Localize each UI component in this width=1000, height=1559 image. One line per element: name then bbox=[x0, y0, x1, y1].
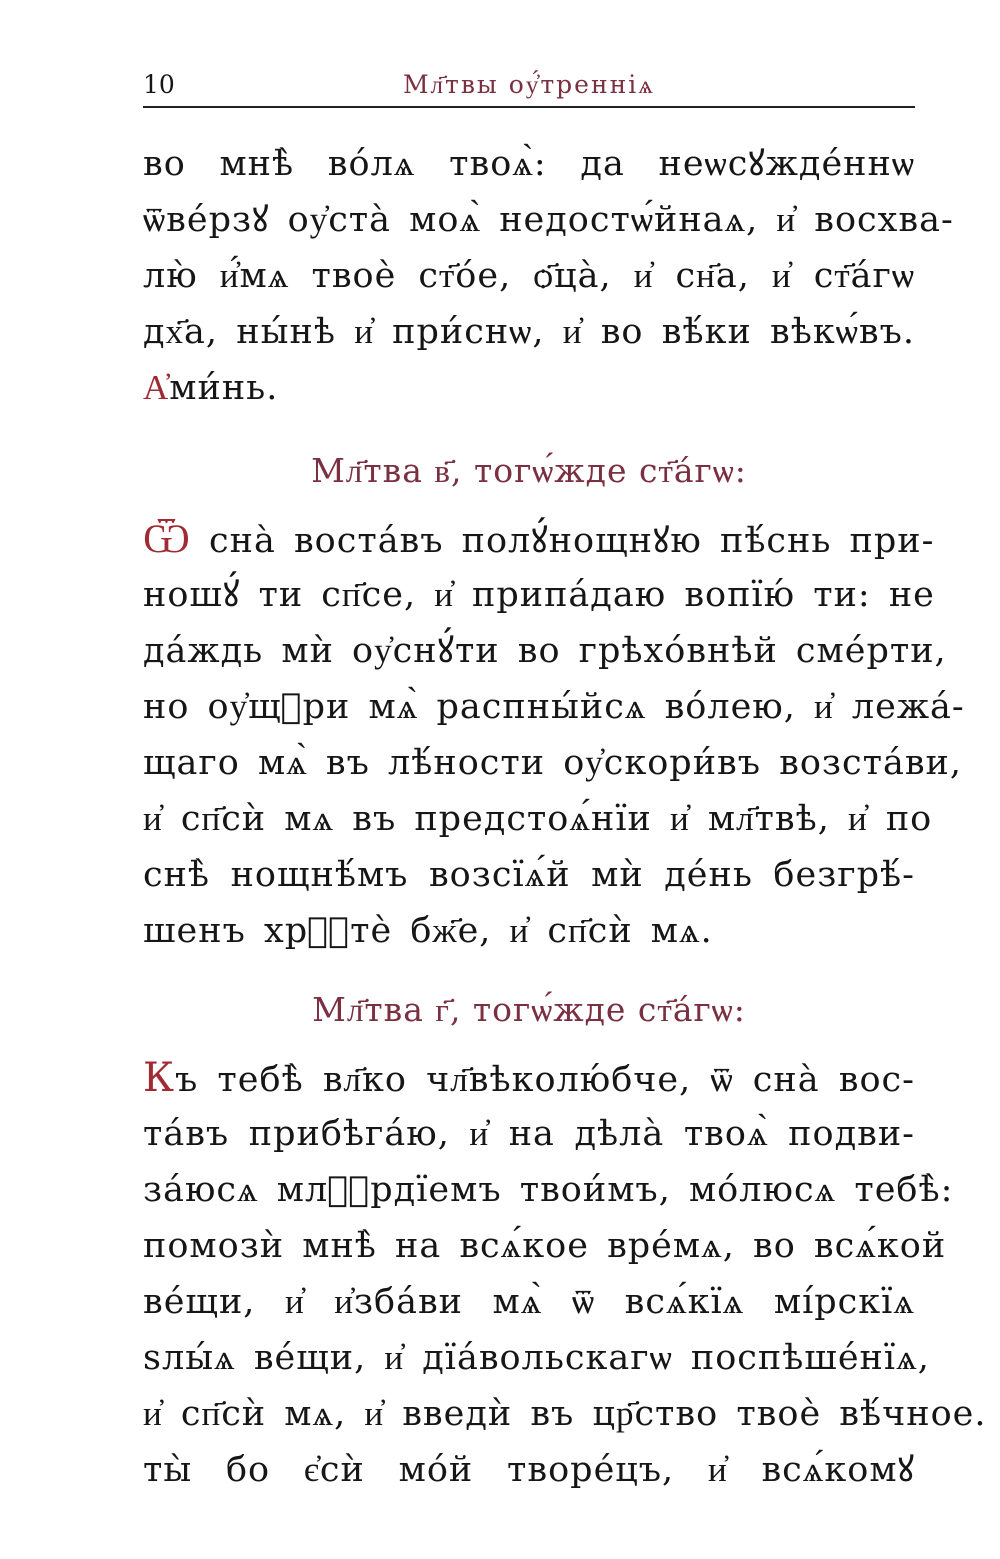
prayer-2-initial: Ѿ bbox=[143, 516, 191, 562]
text-line: лю̀ и҆́мѧ твоѐ ст҃о́е, ѻ҃ца̀, и҆ сн҃а, и҆ ст҃а́гѡ bbox=[143, 256, 915, 296]
amen-initial: А҆ bbox=[143, 368, 170, 408]
prayer-3-first-line: ъ тебѣ̀ вл҃ко чл҃вѣколю́бче, ѿ сна̀ вос- bbox=[174, 1060, 915, 1100]
amen-rest: ми́нь. bbox=[169, 368, 279, 408]
section-heading-prayer-2: Мл҃тва в҃, тогѡ́жде ст҃а́гѡ: bbox=[311, 451, 747, 490]
text-line: шенъ хрⷭ҇тѐ бж҃е, и҆ сп҃сѝ мѧ. bbox=[143, 911, 713, 951]
text-line: ты̀ бо є҆сѝ мо́й творе́цъ, и҆ всѧ́комꙋ bbox=[143, 1450, 915, 1490]
text-line: ѕлы́ѧ ве́щи, и҆ дїа́вольскагѡ поспѣше́нїѧ, bbox=[143, 1338, 930, 1378]
prayer-2-first-line: сна̀ воста́въ полꙋ́нощнꙋю пѣ́снь при- bbox=[190, 521, 935, 561]
text-line: дх҃а, ны́нѣ и҆ при́снѡ, и҆ во вѣ́ки вѣкѡ́въ. bbox=[143, 312, 915, 352]
text-line: помозѝ мнѣ̀ на всѧ́кое вре́мѧ, во всѧ́кой bbox=[143, 1226, 947, 1266]
running-title: Мл҃твы оу҆́тренніѧ bbox=[402, 70, 656, 99]
text-line: та́въ прибѣга́ю, и҆ на дѣла̀ твоѧ̀ подви- bbox=[143, 1114, 915, 1154]
text-line: снѣ̀ нощнѣ́мъ возсїѧ́й мѝ де́нь безгрѣ́- bbox=[143, 855, 915, 895]
header-rule bbox=[143, 106, 915, 108]
text-line: во мнѣ̀ во́лѧ твоѧ̀: да неѡсꙋжде́ннѡ bbox=[143, 144, 915, 184]
prayer-3-initial: К bbox=[143, 1055, 175, 1101]
text-line: и҆ сп҃сѝ мѧ въ предстоѧ́нїи и҆ мл҃твѣ, и҆ по bbox=[143, 799, 933, 839]
text-line: но оу҆щⷣри мѧ̀ распны́йсѧ во́лею, и҆ лежа́- bbox=[143, 687, 965, 727]
amen-line bbox=[143, 360, 915, 416]
text-line: и҆ сп҃сѝ мѧ, и҆ введѝ въ цр҃ство твоѐ вѣ́чное. bbox=[143, 1394, 987, 1434]
text-line: ношꙋ́ ти сп҃се, и҆ припа́даю вопїю́ ти: не bbox=[143, 575, 935, 615]
text-line: ве́щи, и҆ и҆зба́ви мѧ̀ ѿ всѧ́кїѧ мі́рскїѧ bbox=[143, 1282, 915, 1322]
page-number: 10 bbox=[143, 70, 175, 99]
text-line: щаго мѧ̀ въ лѣ́ности оу҆скори́въ возста́ви, bbox=[143, 743, 962, 783]
text-line bbox=[143, 511, 935, 567]
text-line: за́юсѧ млⷭ҇рдїемъ твои́мъ, мо́люсѧ тебѣ̀: bbox=[143, 1170, 954, 1210]
section-heading-prayer-3: Мл҃тва г҃, тогѡ́жде ст҃а́гѡ: bbox=[312, 990, 746, 1029]
text-line: ѿве́рзꙋ оу҆ста̀ моѧ̀ недостѡ́йнаѧ, и҆ восхва- bbox=[143, 200, 954, 240]
text-line: да́ждь мѝ оу҆снꙋ́ти во грѣхо́внѣй сме́рти, bbox=[143, 631, 947, 671]
text-line bbox=[143, 1050, 915, 1106]
